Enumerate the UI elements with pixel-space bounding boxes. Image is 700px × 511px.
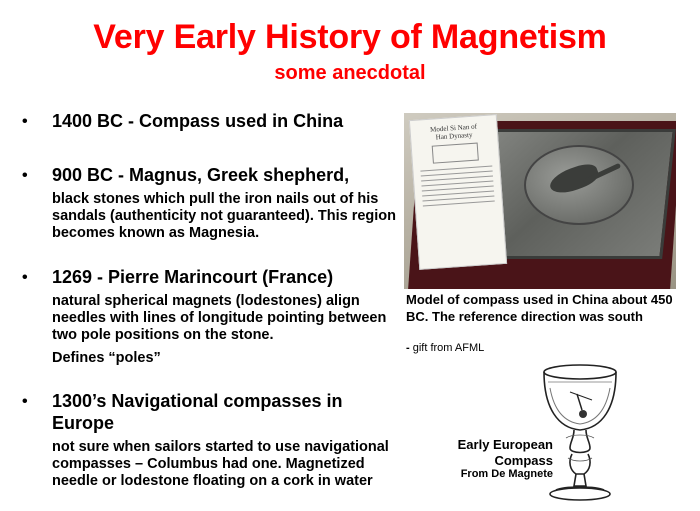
bullet-heading: 900 BC - Magnus, Greek shepherd, xyxy=(52,165,350,185)
bullet-heading: 1269 - Pierre Marincourt (France) xyxy=(52,267,334,287)
card-line: Model Si Nan of xyxy=(429,122,478,134)
bullet-heading: 1300’s Navigational compasses in Europe xyxy=(52,391,343,433)
bullet-item-900bc xyxy=(22,164,402,242)
euro-caption-line1: Early European xyxy=(457,437,553,452)
euro-caption-line2: Compass xyxy=(494,453,553,468)
photo-info-card xyxy=(409,114,507,270)
euro-caption-source: From De Magnete xyxy=(460,468,553,480)
bullet-dot: • xyxy=(22,167,28,184)
bullet-body: not sure when sailors started to use navigational compasses – Columbus had one. Magnetized needle or lodestone floating on a cork in water xyxy=(52,439,389,489)
bullet-heading: 1400 BC - Compass used in China xyxy=(52,111,344,131)
european-compass-goblet-image xyxy=(530,358,630,508)
card-sketch xyxy=(432,143,479,164)
slide-title: Very Early History of Magnetism xyxy=(93,18,607,56)
bullet-body: black stones which pull the iron nails out of his sandals (authenticity not guaranteed). This region becomes known as Magnesia. xyxy=(52,191,397,241)
card-text-lines xyxy=(418,165,496,206)
bullet-item-1300s xyxy=(22,390,402,490)
bullet-note: Defines “poles” xyxy=(52,350,161,366)
card-line: Han Dynasty xyxy=(435,130,473,142)
bullet-body: natural spherical magnets (lodestones) align needles with lines of longitude pointing between two pole positions on the stone. xyxy=(52,293,387,343)
bullet-dot: • xyxy=(22,269,28,286)
bullet-dot: • xyxy=(22,393,28,410)
bullet-item-1269 xyxy=(22,266,402,367)
chinese-compass-photo xyxy=(404,113,676,289)
european-compass-caption xyxy=(420,437,553,469)
photo-credit xyxy=(406,342,484,354)
credit-text: gift from AFML xyxy=(412,342,485,354)
slide-subtitle: some anecdotal xyxy=(274,62,426,84)
bullet-item-1400bc xyxy=(22,110,343,132)
bullet-dot: • xyxy=(22,113,28,130)
credit-dash: - xyxy=(406,342,413,354)
photo-caption: Model of compass used in China about 450 BC. The reference direction was south xyxy=(406,292,673,324)
